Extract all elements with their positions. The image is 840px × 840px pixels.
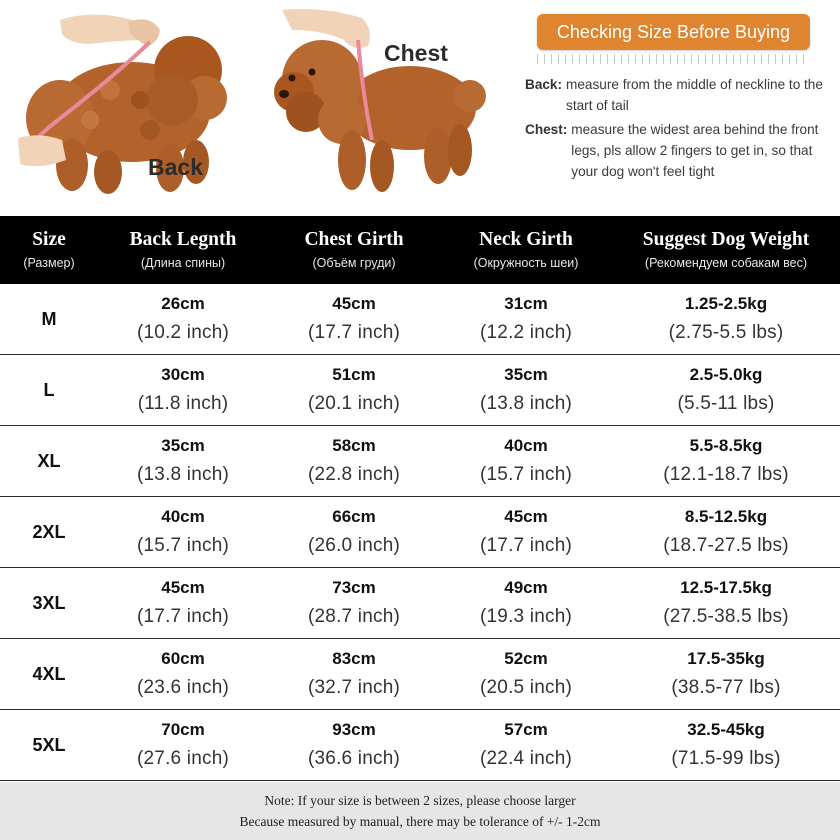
note-line-1: Note: If your size is between 2 sizes, please choose larger bbox=[264, 793, 576, 808]
dog-back-measurement-photo bbox=[0, 0, 250, 212]
size-cell: 4XL bbox=[32, 663, 66, 684]
neck-girth-cell: 52cm (20.5 inch) bbox=[480, 649, 572, 698]
back-tip-text: measure from the middle of neckline to the start of tail bbox=[566, 77, 823, 113]
measure-tips bbox=[525, 74, 830, 182]
weight-cell: 12.5-17.5kg (27.5-38.5 lbs) bbox=[663, 578, 789, 627]
dog-chest-illustration bbox=[262, 0, 512, 212]
table-header bbox=[0, 216, 840, 284]
weight-cell: 5.5-8.5kg (12.1-18.7 lbs) bbox=[663, 436, 789, 485]
weight-cell: 32.5-45kg (71.5-99 lbs) bbox=[671, 720, 781, 769]
chest-girth-cell: 51cm (20.1 inch) bbox=[308, 365, 400, 414]
size-cell: 5XL bbox=[32, 734, 66, 755]
weight-cell: 17.5-35kg (38.5-77 lbs) bbox=[671, 649, 781, 698]
chest-girth-cell: 58cm (22.8 inch) bbox=[308, 436, 400, 485]
size-cell: 3XL bbox=[32, 592, 66, 613]
chest-tip-text: measure the widest area behind the front legs, pls allow 2 fingers to get in, so that your dog won't feel tight bbox=[571, 122, 819, 179]
chest-girth-cell: 73cm (28.7 inch) bbox=[308, 578, 400, 627]
chest-girth-cell: 45cm (17.7 inch) bbox=[308, 294, 400, 343]
neck-girth-cell: 45cm (17.7 inch) bbox=[480, 507, 572, 556]
back-length-cell: 40cm (15.7 inch) bbox=[137, 507, 229, 556]
header-chest-girth: Chest Girth (Объём груди) bbox=[304, 229, 404, 270]
neck-girth-cell: 31cm (12.2 inch) bbox=[480, 294, 572, 343]
table-row bbox=[0, 710, 840, 781]
table-row bbox=[0, 497, 840, 568]
weight-cell: 8.5-12.5kg (18.7-27.5 lbs) bbox=[663, 507, 789, 556]
size-cell: 2XL bbox=[32, 521, 66, 542]
size-cell: M bbox=[41, 308, 57, 329]
chest-tip-key: Chest: bbox=[525, 122, 568, 137]
back-tip-key: Back: bbox=[525, 77, 563, 92]
back-length-cell: 26cm (10.2 inch) bbox=[137, 294, 229, 343]
dog-back-illustration bbox=[0, 0, 250, 212]
table-row bbox=[0, 355, 840, 426]
table-row bbox=[0, 426, 840, 497]
back-length-cell: 35cm (13.8 inch) bbox=[137, 436, 229, 485]
ruler-decoration bbox=[537, 54, 810, 64]
size-chart-table bbox=[0, 216, 840, 781]
chest-tip bbox=[525, 119, 830, 182]
size-note bbox=[0, 782, 840, 840]
size-cell: L bbox=[43, 379, 55, 400]
neck-girth-cell: 35cm (13.8 inch) bbox=[480, 365, 572, 414]
measurement-guide bbox=[0, 0, 840, 216]
size-cell: XL bbox=[37, 450, 61, 471]
chest-girth-cell: 66cm (26.0 inch) bbox=[308, 507, 400, 556]
table-row bbox=[0, 568, 840, 639]
chest-girth-cell: 93cm (36.6 inch) bbox=[308, 720, 400, 769]
size-instructions bbox=[525, 14, 830, 204]
weight-cell: 2.5-5.0kg (5.5-11 lbs) bbox=[677, 365, 775, 414]
dog-chest-measurement-photo bbox=[262, 0, 512, 212]
header-back-length: Back Legnth (Длина спины) bbox=[129, 229, 237, 270]
header-neck-girth: Neck Girth (Окружность шеи) bbox=[473, 229, 579, 270]
weight-cell: 1.25-2.5kg (2.75-5.5 lbs) bbox=[668, 294, 784, 343]
header-dog-weight: Suggest Dog Weight (Рекомендуем собакам вес) bbox=[642, 229, 810, 270]
chest-label: Chest bbox=[384, 40, 448, 66]
back-length-cell: 45cm (17.7 inch) bbox=[137, 578, 229, 627]
checking-size-banner: Checking Size Before Buying bbox=[537, 14, 810, 50]
back-label: Back bbox=[148, 154, 203, 180]
back-tip bbox=[525, 74, 830, 116]
back-length-cell: 70cm (27.6 inch) bbox=[137, 720, 229, 769]
back-length-cell: 60cm (23.6 inch) bbox=[137, 649, 229, 698]
back-length-cell: 30cm (11.8 inch) bbox=[137, 365, 229, 414]
note-line-2: Because measured by manual, there may be tolerance of +/- 1-2cm bbox=[239, 814, 601, 829]
table-row bbox=[0, 639, 840, 710]
neck-girth-cell: 49cm (19.3 inch) bbox=[480, 578, 572, 627]
table-row bbox=[0, 284, 840, 355]
chest-girth-cell: 83cm (32.7 inch) bbox=[308, 649, 400, 698]
neck-girth-cell: 40cm (15.7 inch) bbox=[480, 436, 572, 485]
header-size: Size (Размер) bbox=[23, 229, 75, 270]
neck-girth-cell: 57cm (22.4 inch) bbox=[480, 720, 572, 769]
